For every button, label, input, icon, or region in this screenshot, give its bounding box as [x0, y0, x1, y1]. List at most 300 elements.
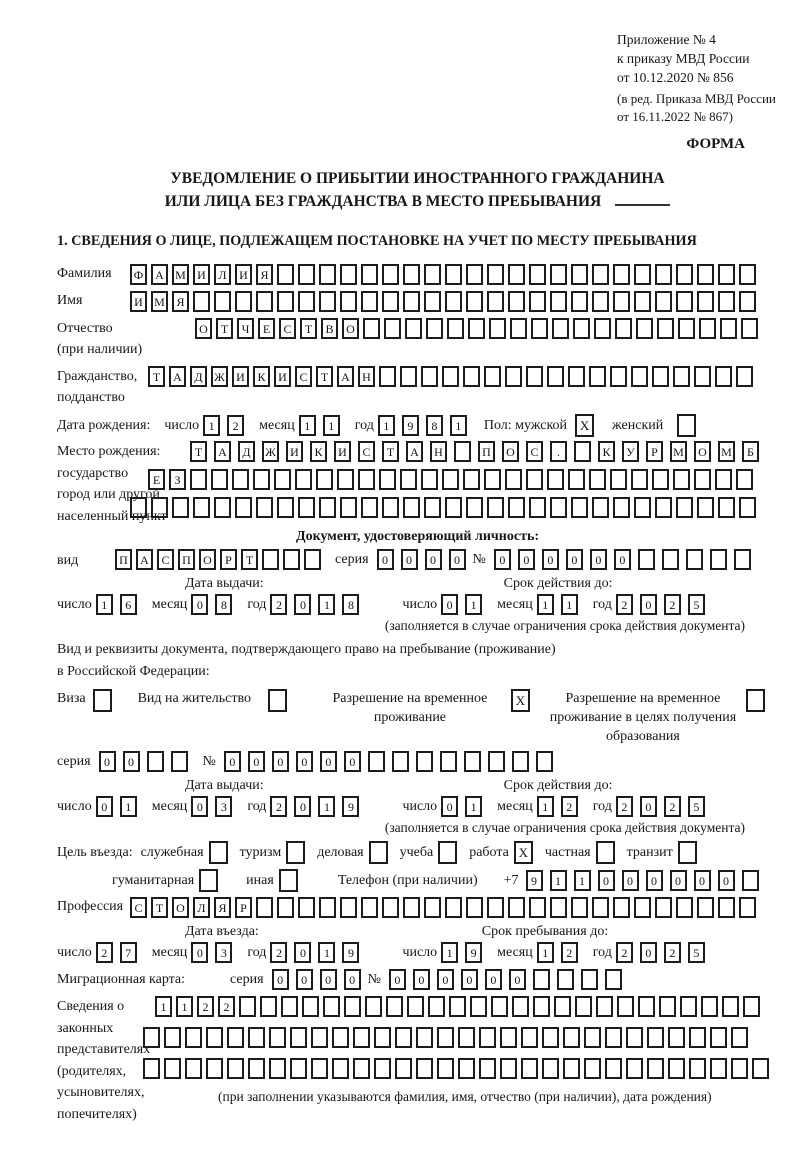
char-box[interactable]: 0 — [401, 549, 418, 570]
sex-female-checkbox[interactable] — [677, 414, 700, 437]
char-box[interactable] — [668, 1027, 685, 1048]
char-box[interactable]: Д — [238, 441, 255, 462]
char-box[interactable] — [227, 1027, 244, 1048]
char-box[interactable] — [631, 366, 648, 387]
char-box[interactable] — [193, 291, 210, 312]
char-box[interactable] — [442, 469, 459, 490]
char-box[interactable] — [353, 1058, 370, 1079]
char-box[interactable]: Т — [151, 897, 168, 918]
char-box[interactable] — [655, 897, 672, 918]
char-box[interactable]: 0 — [294, 942, 311, 963]
char-box[interactable] — [676, 264, 693, 285]
char-box[interactable]: 0 — [542, 549, 559, 570]
char-box[interactable] — [407, 996, 424, 1017]
char-box[interactable] — [592, 497, 609, 518]
char-box[interactable]: 5 — [688, 796, 705, 817]
char-box[interactable] — [722, 996, 739, 1017]
char-box[interactable] — [340, 291, 357, 312]
char-box[interactable] — [634, 497, 651, 518]
char-box[interactable]: 0 — [296, 751, 313, 772]
char-box[interactable]: . — [550, 441, 567, 462]
char-box[interactable] — [279, 869, 298, 892]
char-box[interactable] — [470, 996, 487, 1017]
char-box[interactable]: 0 — [622, 870, 639, 891]
char-box[interactable] — [571, 264, 588, 285]
doc-expiry-year-input[interactable] — [616, 594, 712, 615]
char-box[interactable] — [676, 897, 693, 918]
char-box[interactable] — [484, 469, 501, 490]
char-box[interactable] — [563, 1058, 580, 1079]
char-box[interactable]: И — [193, 264, 210, 285]
char-box[interactable] — [752, 1058, 769, 1079]
char-box[interactable]: Т — [382, 441, 399, 462]
char-box[interactable] — [557, 969, 574, 990]
char-box[interactable] — [403, 497, 420, 518]
char-box[interactable] — [164, 1027, 181, 1048]
char-box[interactable] — [741, 318, 758, 339]
char-box[interactable] — [283, 549, 300, 570]
char-box[interactable] — [596, 841, 615, 864]
representatives-row1-input[interactable] — [155, 996, 773, 1017]
char-box[interactable]: М — [151, 291, 168, 312]
char-box[interactable] — [655, 497, 672, 518]
char-box[interactable] — [655, 264, 672, 285]
char-box[interactable] — [206, 1058, 223, 1079]
char-box[interactable]: 6 — [120, 594, 137, 615]
char-box[interactable] — [636, 318, 653, 339]
char-box[interactable]: 0 — [294, 796, 311, 817]
char-box[interactable] — [361, 497, 378, 518]
migration-card-series-input[interactable] — [272, 969, 368, 990]
char-box[interactable] — [298, 897, 315, 918]
char-box[interactable] — [384, 318, 401, 339]
char-box[interactable]: 0 — [191, 942, 208, 963]
char-box[interactable]: В — [321, 318, 338, 339]
char-box[interactable] — [440, 751, 457, 772]
char-box[interactable] — [571, 291, 588, 312]
char-box[interactable] — [421, 366, 438, 387]
char-box[interactable] — [500, 1027, 517, 1048]
char-box[interactable] — [736, 366, 753, 387]
char-box[interactable] — [678, 841, 697, 864]
char-box[interactable] — [344, 996, 361, 1017]
char-box[interactable] — [337, 469, 354, 490]
char-box[interactable] — [466, 497, 483, 518]
char-box[interactable] — [340, 264, 357, 285]
migration-card-number-input[interactable] — [389, 969, 629, 990]
char-box[interactable] — [573, 318, 590, 339]
char-box[interactable] — [93, 689, 112, 712]
char-box[interactable] — [277, 497, 294, 518]
char-box[interactable]: 0 — [191, 594, 208, 615]
char-box[interactable] — [605, 969, 622, 990]
char-box[interactable]: 0 — [191, 796, 208, 817]
char-box[interactable] — [239, 996, 256, 1017]
given-name-input[interactable] — [130, 291, 760, 312]
char-box[interactable] — [533, 969, 550, 990]
birth-place-row2-input[interactable] — [148, 469, 766, 490]
char-box[interactable] — [403, 291, 420, 312]
char-box[interactable] — [634, 264, 651, 285]
char-box[interactable] — [592, 291, 609, 312]
char-box[interactable]: 2 — [227, 415, 244, 436]
char-box[interactable] — [731, 1027, 748, 1048]
char-box[interactable]: 2 — [197, 996, 214, 1017]
char-box[interactable]: О — [199, 549, 216, 570]
char-box[interactable] — [463, 469, 480, 490]
char-box[interactable]: Р — [220, 549, 237, 570]
char-box[interactable] — [151, 497, 168, 518]
char-box[interactable] — [596, 996, 613, 1017]
char-box[interactable] — [361, 264, 378, 285]
char-box[interactable]: 0 — [389, 969, 406, 990]
char-box[interactable] — [295, 469, 312, 490]
char-box[interactable] — [172, 497, 189, 518]
char-box[interactable]: 8 — [342, 594, 359, 615]
char-box[interactable] — [164, 1058, 181, 1079]
char-box[interactable] — [694, 469, 711, 490]
char-box[interactable]: С — [358, 441, 375, 462]
char-box[interactable]: 0 — [566, 549, 583, 570]
char-box[interactable] — [232, 469, 249, 490]
char-box[interactable] — [734, 549, 751, 570]
char-box[interactable] — [487, 897, 504, 918]
entry-month-input[interactable] — [191, 942, 239, 963]
char-box[interactable]: 2 — [664, 594, 681, 615]
char-box[interactable] — [428, 996, 445, 1017]
stay-until-month-input[interactable] — [537, 942, 585, 963]
char-box[interactable] — [274, 469, 291, 490]
char-box[interactable] — [550, 497, 567, 518]
char-box[interactable]: X — [514, 841, 533, 864]
char-box[interactable]: 2 — [270, 594, 287, 615]
char-box[interactable] — [505, 366, 522, 387]
char-box[interactable] — [710, 549, 727, 570]
char-box[interactable] — [536, 751, 553, 772]
char-box[interactable] — [626, 1058, 643, 1079]
char-box[interactable]: 3 — [215, 796, 232, 817]
char-box[interactable] — [211, 469, 228, 490]
char-box[interactable] — [130, 497, 147, 518]
char-box[interactable] — [395, 1058, 412, 1079]
char-box[interactable]: 0 — [449, 549, 466, 570]
char-box[interactable]: 0 — [272, 751, 289, 772]
char-box[interactable] — [731, 1058, 748, 1079]
char-box[interactable] — [571, 497, 588, 518]
char-box[interactable]: 0 — [509, 969, 526, 990]
char-box[interactable] — [400, 366, 417, 387]
char-box[interactable] — [739, 291, 756, 312]
citizenship-input[interactable] — [148, 366, 757, 387]
char-box[interactable] — [454, 441, 471, 462]
birth-day-input[interactable] — [203, 415, 251, 436]
char-box[interactable]: 1 — [574, 870, 591, 891]
char-box[interactable] — [185, 1058, 202, 1079]
residence-permit-checkbox[interactable] — [268, 689, 291, 712]
char-box[interactable] — [647, 1027, 664, 1048]
char-box[interactable] — [484, 366, 501, 387]
char-box[interactable] — [458, 1027, 475, 1048]
char-box[interactable]: 1 — [537, 796, 554, 817]
char-box[interactable]: 0 — [344, 969, 361, 990]
birth-place-row1-input[interactable] — [190, 441, 766, 462]
doc-issue-month-input[interactable] — [191, 594, 239, 615]
char-box[interactable]: П — [178, 549, 195, 570]
char-box[interactable] — [710, 1058, 727, 1079]
char-box[interactable]: О — [694, 441, 711, 462]
char-box[interactable] — [426, 318, 443, 339]
char-box[interactable] — [718, 291, 735, 312]
char-box[interactable] — [437, 1058, 454, 1079]
char-box[interactable]: А — [337, 366, 354, 387]
char-box[interactable] — [736, 469, 753, 490]
char-box[interactable] — [531, 318, 548, 339]
char-box[interactable] — [206, 1027, 223, 1048]
char-box[interactable] — [143, 1027, 160, 1048]
char-box[interactable]: 0 — [296, 969, 313, 990]
char-box[interactable] — [256, 897, 273, 918]
char-box[interactable] — [424, 897, 441, 918]
char-box[interactable]: Т — [216, 318, 233, 339]
char-box[interactable] — [605, 1027, 622, 1048]
char-box[interactable] — [634, 897, 651, 918]
char-box[interactable] — [657, 318, 674, 339]
char-box[interactable] — [521, 1027, 538, 1048]
char-box[interactable]: 2 — [96, 942, 113, 963]
char-box[interactable]: М — [172, 264, 189, 285]
char-box[interactable] — [464, 751, 481, 772]
char-box[interactable] — [550, 264, 567, 285]
char-box[interactable] — [437, 1027, 454, 1048]
char-box[interactable] — [319, 497, 336, 518]
char-box[interactable] — [613, 291, 630, 312]
char-box[interactable] — [508, 497, 525, 518]
char-box[interactable] — [508, 264, 525, 285]
char-box[interactable] — [676, 291, 693, 312]
char-box[interactable] — [529, 897, 546, 918]
entry-year-input[interactable] — [270, 942, 366, 963]
char-box[interactable]: 0 — [248, 751, 265, 772]
char-box[interactable] — [468, 318, 485, 339]
char-box[interactable]: И — [232, 366, 249, 387]
char-box[interactable]: X — [575, 414, 594, 437]
char-box[interactable]: 2 — [218, 996, 235, 1017]
char-box[interactable]: 9 — [342, 942, 359, 963]
birth-place-row3-input[interactable] — [130, 497, 766, 518]
char-box[interactable] — [248, 1027, 265, 1048]
char-box[interactable]: Е — [258, 318, 275, 339]
char-box[interactable]: 0 — [494, 549, 511, 570]
char-box[interactable] — [416, 1027, 433, 1048]
char-box[interactable]: 1 — [450, 415, 467, 436]
char-box[interactable] — [319, 291, 336, 312]
char-box[interactable] — [686, 549, 703, 570]
residence-issue-month-input[interactable] — [191, 796, 239, 817]
char-box[interactable] — [491, 996, 508, 1017]
char-box[interactable] — [479, 1027, 496, 1048]
char-box[interactable] — [542, 1058, 559, 1079]
char-box[interactable] — [214, 497, 231, 518]
char-box[interactable]: О — [342, 318, 359, 339]
char-box[interactable] — [697, 497, 714, 518]
char-box[interactable]: 0 — [272, 969, 289, 990]
char-box[interactable] — [260, 996, 277, 1017]
char-box[interactable]: 8 — [426, 415, 443, 436]
char-box[interactable]: 0 — [294, 594, 311, 615]
char-box[interactable]: М — [670, 441, 687, 462]
char-box[interactable] — [689, 1027, 706, 1048]
char-box[interactable] — [710, 1027, 727, 1048]
char-box[interactable] — [171, 751, 188, 772]
char-box[interactable]: 0 — [694, 870, 711, 891]
char-box[interactable] — [638, 549, 655, 570]
char-box[interactable] — [302, 996, 319, 1017]
char-box[interactable] — [424, 291, 441, 312]
char-box[interactable] — [689, 1058, 706, 1079]
char-box[interactable] — [466, 291, 483, 312]
char-box[interactable] — [463, 366, 480, 387]
residence-number-input[interactable] — [224, 751, 560, 772]
char-box[interactable] — [382, 264, 399, 285]
char-box[interactable] — [743, 996, 760, 1017]
residence-issue-day-input[interactable] — [96, 796, 144, 817]
char-box[interactable] — [487, 497, 504, 518]
surname-input[interactable] — [130, 264, 760, 285]
char-box[interactable]: Ж — [262, 441, 279, 462]
char-box[interactable] — [589, 469, 606, 490]
char-box[interactable] — [694, 366, 711, 387]
char-box[interactable] — [447, 318, 464, 339]
purpose-business-checkbox[interactable] — [369, 841, 392, 864]
char-box[interactable] — [298, 264, 315, 285]
purpose-work-checkbox[interactable] — [514, 841, 537, 864]
char-box[interactable]: Я — [214, 897, 231, 918]
char-box[interactable] — [290, 1027, 307, 1048]
temp-residence-education-checkbox[interactable] — [746, 689, 769, 712]
char-box[interactable] — [311, 1058, 328, 1079]
char-box[interactable] — [668, 1058, 685, 1079]
char-box[interactable]: 2 — [616, 796, 633, 817]
char-box[interactable] — [526, 469, 543, 490]
char-box[interactable] — [512, 996, 529, 1017]
char-box[interactable] — [568, 469, 585, 490]
char-box[interactable]: 0 — [224, 751, 241, 772]
stay-until-year-input[interactable] — [616, 942, 712, 963]
char-box[interactable] — [235, 497, 252, 518]
char-box[interactable] — [746, 689, 765, 712]
char-box[interactable]: 1 — [299, 415, 316, 436]
char-box[interactable] — [416, 1058, 433, 1079]
char-box[interactable] — [403, 897, 420, 918]
char-box[interactable] — [368, 751, 385, 772]
char-box[interactable] — [676, 497, 693, 518]
char-box[interactable]: С — [279, 318, 296, 339]
char-box[interactable]: С — [157, 549, 174, 570]
char-box[interactable]: 2 — [664, 796, 681, 817]
char-box[interactable]: И — [334, 441, 351, 462]
char-box[interactable] — [281, 996, 298, 1017]
char-box[interactable]: 0 — [598, 870, 615, 891]
char-box[interactable] — [610, 366, 627, 387]
char-box[interactable]: Ф — [130, 264, 147, 285]
char-box[interactable] — [673, 366, 690, 387]
char-box[interactable]: К — [253, 366, 270, 387]
char-box[interactable] — [652, 366, 669, 387]
char-box[interactable] — [392, 751, 409, 772]
char-box[interactable] — [739, 497, 756, 518]
char-box[interactable] — [277, 897, 294, 918]
char-box[interactable]: Т — [190, 441, 207, 462]
char-box[interactable]: 0 — [320, 969, 337, 990]
char-box[interactable] — [449, 996, 466, 1017]
char-box[interactable] — [304, 549, 321, 570]
char-box[interactable]: А — [136, 549, 153, 570]
char-box[interactable]: Я — [172, 291, 189, 312]
char-box[interactable] — [617, 996, 634, 1017]
doc-issue-day-input[interactable] — [96, 594, 144, 615]
purpose-transit-checkbox[interactable] — [678, 841, 701, 864]
char-box[interactable] — [720, 318, 737, 339]
char-box[interactable]: И — [130, 291, 147, 312]
char-box[interactable] — [190, 469, 207, 490]
char-box[interactable] — [199, 869, 218, 892]
char-box[interactable] — [332, 1027, 349, 1048]
char-box[interactable]: Л — [214, 264, 231, 285]
char-box[interactable]: И — [286, 441, 303, 462]
char-box[interactable]: И — [274, 366, 291, 387]
char-box[interactable]: 0 — [670, 870, 687, 891]
char-box[interactable] — [235, 291, 252, 312]
char-box[interactable]: 0 — [441, 796, 458, 817]
char-box[interactable] — [262, 549, 279, 570]
char-box[interactable]: 1 — [318, 796, 335, 817]
char-box[interactable]: 1 — [96, 594, 113, 615]
doc-kind-input[interactable] — [115, 549, 325, 570]
char-box[interactable] — [533, 996, 550, 1017]
sex-male-checkbox[interactable] — [575, 414, 598, 437]
char-box[interactable] — [386, 996, 403, 1017]
char-box[interactable]: К — [598, 441, 615, 462]
char-box[interactable] — [424, 497, 441, 518]
char-box[interactable]: Н — [430, 441, 447, 462]
char-box[interactable]: Т — [300, 318, 317, 339]
char-box[interactable]: 0 — [96, 796, 113, 817]
char-box[interactable] — [442, 366, 459, 387]
char-box[interactable] — [382, 291, 399, 312]
char-box[interactable]: 9 — [342, 796, 359, 817]
char-box[interactable] — [592, 897, 609, 918]
char-box[interactable] — [253, 469, 270, 490]
char-box[interactable] — [369, 841, 388, 864]
char-box[interactable]: 1 — [378, 415, 395, 436]
char-box[interactable]: 0 — [590, 549, 607, 570]
char-box[interactable] — [382, 897, 399, 918]
char-box[interactable] — [403, 264, 420, 285]
char-box[interactable] — [510, 318, 527, 339]
purpose-official-checkbox[interactable] — [209, 841, 232, 864]
char-box[interactable] — [529, 291, 546, 312]
char-box[interactable] — [655, 291, 672, 312]
char-box[interactable]: О — [195, 318, 212, 339]
char-box[interactable] — [659, 996, 676, 1017]
char-box[interactable]: И — [235, 264, 252, 285]
char-box[interactable]: 8 — [215, 594, 232, 615]
char-box[interactable] — [209, 841, 228, 864]
char-box[interactable]: А — [169, 366, 186, 387]
char-box[interactable] — [613, 497, 630, 518]
char-box[interactable] — [678, 318, 695, 339]
char-box[interactable] — [382, 497, 399, 518]
